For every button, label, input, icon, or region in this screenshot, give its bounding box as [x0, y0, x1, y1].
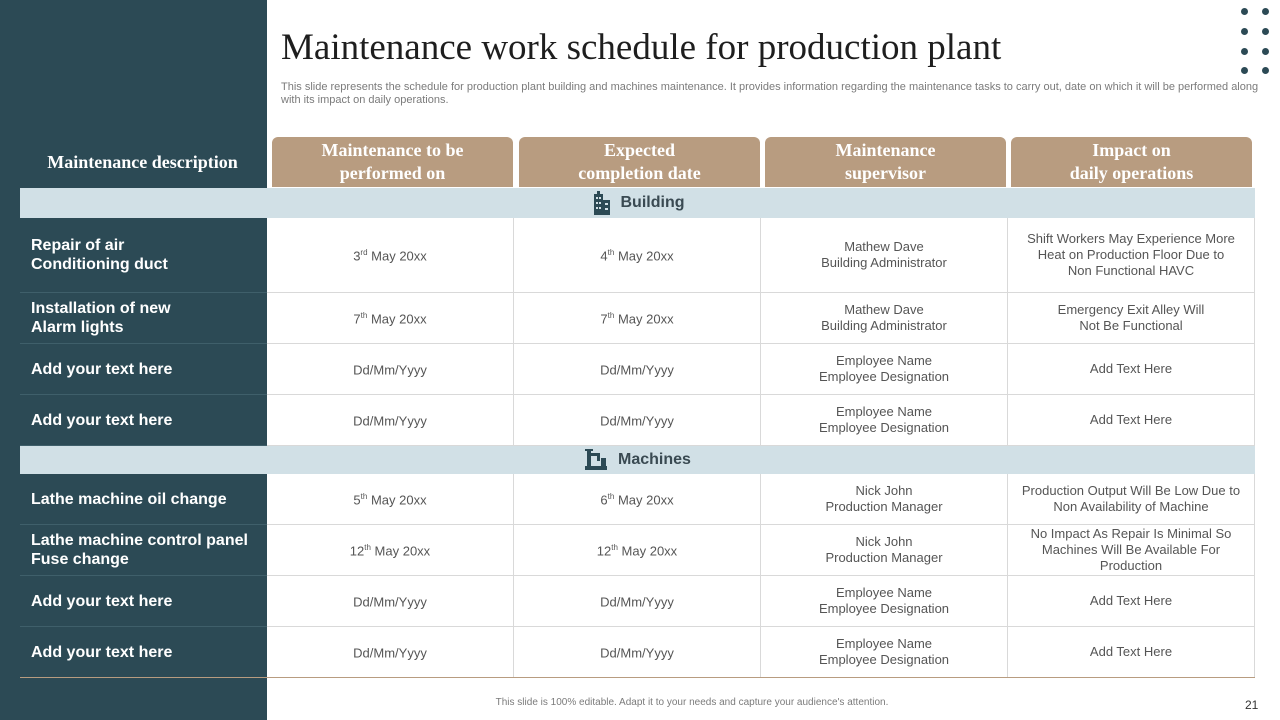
table-row	[20, 344, 1255, 395]
supervisor-cell: Employee Name Employee Designation	[761, 576, 1008, 627]
row-description: Lathe machine control panel Fuse change	[20, 525, 267, 576]
month-year: May 20xx	[367, 311, 427, 327]
day-suffix: th	[364, 543, 371, 553]
month-year: May 20xx	[367, 492, 427, 508]
impact-cell: Emergency Exit Alley Will Not Be Functional	[1008, 293, 1255, 344]
row-description: Add your text here	[20, 627, 267, 678]
column-header-label: Expected completion date	[578, 140, 701, 183]
building-icon	[591, 191, 611, 215]
day: Dd/Mm/Yyyy	[600, 413, 674, 429]
supervisor-cell: Employee Name Employee Designation	[761, 395, 1008, 446]
day: Dd/Mm/Yyyy	[600, 362, 674, 378]
column-header-label: Maintenance supervisor	[835, 140, 936, 183]
impact-cell: Production Output Will Be Low Due to Non Availability of Machine	[1008, 474, 1255, 525]
machine-icon	[584, 449, 608, 471]
completion-cell	[514, 218, 761, 293]
supervisor-cell: Mathew Dave Building Administrator	[761, 293, 1008, 344]
section-label: Machines	[618, 451, 691, 468]
table-row	[20, 525, 1255, 576]
day: 7	[353, 311, 361, 327]
completion-cell	[514, 474, 761, 525]
day: Dd/Mm/Yyyy	[353, 594, 427, 610]
row-description: Add your text here	[20, 576, 267, 627]
month-year: May 20xx	[614, 311, 674, 327]
day: 12	[349, 543, 365, 559]
impact-cell: Add Text Here	[1008, 627, 1255, 678]
day: 5	[353, 492, 361, 508]
supervisor-cell: Nick John Production Manager	[761, 525, 1008, 576]
page-number: 21	[1245, 698, 1259, 712]
impact-cell: Add Text Here	[1008, 576, 1255, 627]
column-header-completion-date	[519, 137, 760, 187]
day: 3	[353, 248, 361, 264]
supervisor-cell: Nick John Production Manager	[761, 474, 1008, 525]
table-row	[20, 293, 1255, 344]
day: Dd/Mm/Yyyy	[353, 413, 427, 429]
day: 4	[600, 248, 608, 264]
impact-cell: Shift Workers May Experience More Heat on Production Floor Due to Non Functional HAVC	[1008, 218, 1255, 293]
column-header-label: Maintenance to be performed on	[321, 140, 464, 183]
section-machines	[20, 446, 1255, 474]
completion-cell	[514, 627, 761, 678]
column-header-label: Impact on daily operations	[1069, 140, 1194, 183]
table-row	[20, 627, 1255, 678]
row-header-label: Maintenance description	[47, 151, 238, 172]
completion-cell	[514, 293, 761, 344]
slide-title: Maintenance work schedule for production plant	[281, 27, 1002, 68]
column-header-impact	[1011, 137, 1252, 187]
day: Dd/Mm/Yyyy	[353, 362, 427, 378]
supervisor-cell: Mathew Dave Building Administrator	[761, 218, 1008, 293]
month-year: May 20xx	[614, 492, 674, 508]
performed-on-cell	[267, 627, 514, 678]
supervisor-cell: Employee Name Employee Designation	[761, 627, 1008, 678]
month-year: May 20xx	[367, 248, 427, 264]
day-suffix: rd	[360, 248, 368, 258]
day: 6	[600, 492, 608, 508]
completion-cell	[514, 344, 761, 395]
performed-on-cell	[267, 474, 514, 525]
day: Dd/Mm/Yyyy	[600, 645, 674, 661]
completion-cell	[514, 525, 761, 576]
month-year: May 20xx	[617, 543, 678, 559]
impact-cell: No Impact As Repair Is Minimal So Machines Will Be Available For Production	[1008, 525, 1255, 576]
day-suffix: th	[607, 492, 615, 502]
performed-on-cell	[267, 218, 514, 293]
row-description: Lathe machine oil change	[20, 474, 267, 525]
dots-decoration-icon	[1236, 6, 1276, 76]
performed-on-cell	[267, 293, 514, 344]
day-suffix: th	[611, 543, 618, 553]
impact-cell: Add Text Here	[1008, 395, 1255, 446]
month-year: May 20xx	[614, 248, 674, 264]
day: 12	[596, 543, 612, 559]
day: Dd/Mm/Yyyy	[600, 594, 674, 610]
row-description: Add your text here	[20, 344, 267, 395]
day-suffix: th	[360, 311, 368, 321]
day: Dd/Mm/Yyyy	[353, 645, 427, 661]
row-description: Installation of new Alarm lights	[20, 293, 267, 344]
performed-on-cell	[267, 395, 514, 446]
table-row	[20, 218, 1255, 293]
supervisor-cell: Employee Name Employee Designation	[761, 344, 1008, 395]
column-header-supervisor	[765, 137, 1006, 187]
table-row	[20, 395, 1255, 446]
month-year: May 20xx	[370, 543, 431, 559]
section-label: Building	[620, 194, 685, 211]
slide-subtitle: This slide represents the schedule for production plant building and machines maintenance. It provides information regarding the maintenance tasks to carry out, date on which it will be performed along with its impact on daily operations.	[281, 81, 1259, 106]
row-description: Add your text here	[20, 395, 267, 446]
completion-cell	[514, 576, 761, 627]
performed-on-cell	[267, 576, 514, 627]
day: 7	[600, 311, 608, 327]
section-building	[20, 188, 1255, 218]
table-row	[20, 576, 1255, 627]
table-bottom-rule	[20, 677, 1255, 678]
day-suffix: th	[607, 248, 615, 258]
day-suffix: th	[360, 492, 368, 502]
row-description: Repair of air Conditioning duct	[20, 218, 267, 293]
column-header-performed-on	[272, 137, 513, 187]
impact-cell: Add Text Here	[1008, 344, 1255, 395]
performed-on-cell	[267, 525, 514, 576]
completion-cell	[514, 395, 761, 446]
performed-on-cell	[267, 344, 514, 395]
day-suffix: th	[607, 311, 615, 321]
table-row	[20, 474, 1255, 525]
footer-note: This slide is 100% editable. Adapt it to your needs and capture your audience's attention.	[495, 697, 889, 708]
